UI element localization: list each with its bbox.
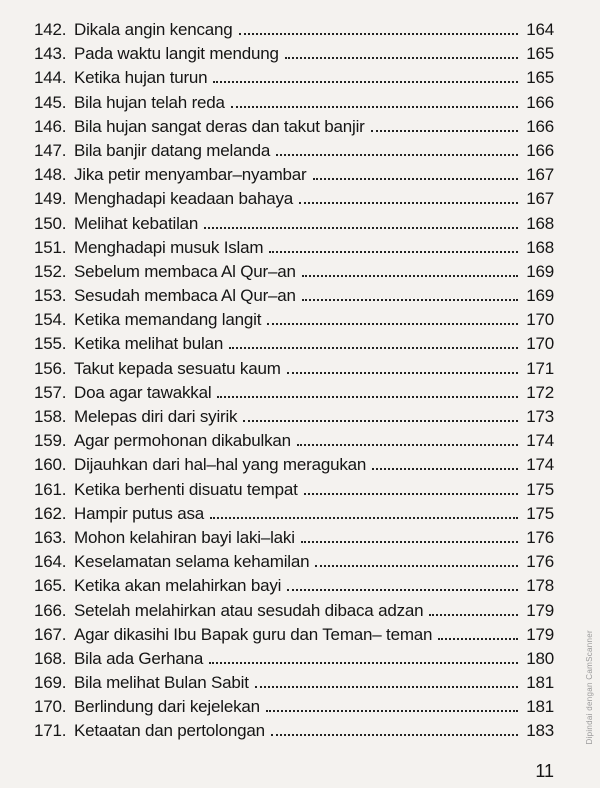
entry-page: 168 bbox=[526, 237, 554, 257]
entry-title: Ketaatan dan pertolongan bbox=[74, 721, 265, 741]
entry-page: 164 bbox=[526, 20, 554, 39]
entry-page: 183 bbox=[526, 721, 554, 741]
entry-number: 150. bbox=[34, 213, 67, 233]
dot-leader bbox=[302, 275, 518, 277]
toc-entry bbox=[34, 139, 554, 163]
entry-title: Ketika hujan turun bbox=[74, 68, 208, 88]
entry-number: 167. bbox=[34, 624, 67, 644]
toc-entry bbox=[34, 187, 554, 211]
entry-title: Ketika berhenti disuatu tempat bbox=[74, 479, 298, 499]
entry-number: 163. bbox=[34, 527, 67, 547]
entry-page: 179 bbox=[526, 624, 554, 644]
entry-title: Sebelum membaca Al Qur–an bbox=[74, 261, 296, 281]
entry-number: 155. bbox=[34, 334, 67, 354]
entry-number: 158. bbox=[34, 407, 67, 426]
toc-entry bbox=[34, 574, 554, 598]
entry-title: Takut kepada sesuatu kaum bbox=[74, 358, 281, 378]
entry-page: 181 bbox=[526, 697, 554, 717]
toc-entry bbox=[34, 308, 554, 332]
entry-title: Ketika akan melahirkan bayi bbox=[74, 576, 282, 596]
dot-leader bbox=[429, 614, 518, 616]
entry-number: 165. bbox=[34, 576, 67, 596]
toc-entry bbox=[34, 526, 554, 550]
toc-entry bbox=[34, 115, 554, 139]
entry-title: Setelah melahirkan atau sesudah dibaca adzan bbox=[74, 600, 424, 620]
entry-number: 144. bbox=[34, 68, 67, 88]
entry-title: Agar permohonan dikabulkan bbox=[74, 431, 291, 451]
entry-number: 151. bbox=[34, 237, 67, 257]
entry-page: 179 bbox=[526, 600, 554, 620]
toc-entry bbox=[34, 502, 554, 526]
entry-page: 176 bbox=[526, 527, 554, 547]
entry-page: 172 bbox=[526, 382, 554, 402]
entry-number: 153. bbox=[34, 286, 67, 306]
toc-entry bbox=[34, 381, 554, 405]
scanner-watermark: Dipindai dengan CamScanner bbox=[585, 630, 594, 745]
toc-entry bbox=[34, 550, 554, 574]
dot-leader bbox=[231, 106, 518, 108]
entry-number: 170. bbox=[34, 697, 67, 717]
entry-number: 159. bbox=[34, 431, 67, 451]
entry-page: 167 bbox=[526, 165, 554, 185]
table-of-contents bbox=[34, 18, 554, 744]
entry-page: 169 bbox=[526, 286, 554, 306]
entry-title: Dikala angin kencang bbox=[74, 20, 233, 39]
entry-title: Bila hujan sangat deras dan takut banjir bbox=[74, 116, 365, 136]
toc-entry bbox=[34, 429, 554, 453]
toc-entry bbox=[34, 357, 554, 381]
dot-leader bbox=[304, 493, 518, 495]
dot-leader bbox=[302, 299, 518, 301]
entry-page: 166 bbox=[526, 140, 554, 160]
entry-page: 176 bbox=[526, 552, 554, 572]
entry-page: 166 bbox=[526, 116, 554, 136]
entry-number: 166. bbox=[34, 600, 67, 620]
dot-leader bbox=[285, 57, 518, 59]
entry-title: Keselamatan selama kehamilan bbox=[74, 552, 310, 572]
entry-number: 168. bbox=[34, 648, 67, 668]
entry-page: 170 bbox=[526, 310, 554, 330]
entry-title: Sesudah membaca Al Qur–an bbox=[74, 286, 296, 306]
entry-page: 166 bbox=[526, 92, 554, 112]
toc-entry bbox=[34, 695, 554, 719]
entry-number: 156. bbox=[34, 358, 67, 378]
dot-leader bbox=[313, 178, 519, 180]
entry-title: Melepas diri dari syirik bbox=[74, 407, 238, 426]
dot-leader bbox=[210, 517, 518, 519]
entry-page: 175 bbox=[526, 503, 554, 523]
entry-title: Dijauhkan dari hal–hal yang meragukan bbox=[74, 455, 367, 475]
page-number: 11 bbox=[535, 761, 554, 781]
dot-leader bbox=[269, 251, 518, 253]
entry-number: 143. bbox=[34, 44, 67, 64]
entry-page: 165 bbox=[526, 68, 554, 88]
dot-leader bbox=[266, 710, 518, 712]
toc-entry bbox=[34, 647, 554, 671]
dot-leader bbox=[239, 33, 518, 35]
entry-page: 173 bbox=[526, 407, 554, 426]
entry-number: 162. bbox=[34, 503, 67, 523]
entry-title: Ketika memandang langit bbox=[74, 310, 262, 330]
dot-leader bbox=[299, 202, 518, 204]
entry-page: 175 bbox=[526, 479, 554, 499]
toc-entry bbox=[34, 405, 554, 429]
dot-leader bbox=[297, 444, 518, 446]
dot-leader bbox=[213, 81, 518, 83]
dot-leader bbox=[287, 372, 518, 374]
entry-title: Berlindung dari kejelekan bbox=[74, 697, 260, 717]
dot-leader bbox=[229, 347, 518, 349]
entry-number: 146. bbox=[34, 116, 67, 136]
entry-page: 171 bbox=[526, 358, 554, 378]
entry-title: Agar dikasihi Ibu Bapak guru dan Teman– teman bbox=[74, 624, 433, 644]
entry-page: 167 bbox=[526, 189, 554, 209]
entry-number: 157. bbox=[34, 382, 67, 402]
entry-page: 174 bbox=[526, 455, 554, 475]
entry-number: 142. bbox=[34, 20, 67, 39]
toc-entry bbox=[34, 623, 554, 647]
entry-page: 174 bbox=[526, 431, 554, 451]
dot-leader bbox=[276, 154, 518, 156]
dot-leader bbox=[217, 396, 518, 398]
entry-title: Bila ada Gerhana bbox=[74, 648, 204, 668]
entry-title: Menghadapi musuk Islam bbox=[74, 237, 264, 257]
dot-leader bbox=[301, 541, 518, 543]
dot-leader bbox=[243, 420, 518, 422]
entry-title: Melihat kebatilan bbox=[74, 213, 199, 233]
dot-leader bbox=[271, 734, 518, 736]
entry-title: Bila banjir datang melanda bbox=[74, 140, 271, 160]
entry-number: 171. bbox=[34, 721, 67, 741]
entry-page: 178 bbox=[526, 576, 554, 596]
entry-number: 161. bbox=[34, 479, 67, 499]
dot-leader bbox=[438, 638, 518, 640]
entry-number: 169. bbox=[34, 673, 67, 693]
toc-entry bbox=[34, 236, 554, 260]
entry-page: 180 bbox=[526, 648, 554, 668]
entry-title: Bila melihat Bulan Sabit bbox=[74, 673, 249, 693]
toc-entry bbox=[34, 163, 554, 187]
toc-entry bbox=[34, 599, 554, 623]
entry-title: Pada waktu langit mendung bbox=[74, 44, 279, 64]
toc-entry bbox=[34, 719, 554, 743]
toc-entry bbox=[34, 671, 554, 695]
dot-leader bbox=[204, 227, 518, 229]
entry-number: 149. bbox=[34, 189, 67, 209]
entry-page: 181 bbox=[526, 673, 554, 693]
toc-entry bbox=[34, 212, 554, 236]
entry-number: 152. bbox=[34, 261, 67, 281]
entry-page: 165 bbox=[526, 44, 554, 64]
entry-page: 170 bbox=[526, 334, 554, 354]
entry-page: 169 bbox=[526, 261, 554, 281]
entry-title: Hampir putus asa bbox=[74, 503, 205, 523]
toc-entry bbox=[34, 18, 554, 42]
dot-leader bbox=[371, 130, 518, 132]
toc-entry bbox=[34, 453, 554, 477]
toc-entry bbox=[34, 42, 554, 66]
entry-title: Doa agar tawakkal bbox=[74, 382, 212, 402]
entry-number: 145. bbox=[34, 92, 67, 112]
dot-leader bbox=[255, 686, 518, 688]
entry-title: Menghadapi keadaan bahaya bbox=[74, 189, 294, 209]
dot-leader bbox=[315, 565, 518, 567]
entry-number: 154. bbox=[34, 310, 67, 330]
toc-entry bbox=[34, 332, 554, 356]
entry-number: 160. bbox=[34, 455, 67, 475]
dot-leader bbox=[372, 468, 518, 470]
entry-number: 148. bbox=[34, 165, 67, 185]
entry-title: Jika petir menyambar–nyambar bbox=[74, 165, 307, 185]
dot-leader bbox=[209, 662, 518, 664]
entry-number: 147. bbox=[34, 140, 67, 160]
dot-leader bbox=[267, 323, 518, 325]
entry-title: Ketika melihat bulan bbox=[74, 334, 224, 354]
toc-entry bbox=[34, 91, 554, 115]
entry-title: Bila hujan telah reda bbox=[74, 92, 225, 112]
toc-entry bbox=[34, 260, 554, 284]
toc-entry bbox=[34, 66, 554, 90]
dot-leader bbox=[287, 589, 518, 591]
entry-number: 164. bbox=[34, 552, 67, 572]
entry-page: 168 bbox=[526, 213, 554, 233]
toc-entry bbox=[34, 478, 554, 502]
entry-title: Mohon kelahiran bayi laki–laki bbox=[74, 527, 295, 547]
toc-entry bbox=[34, 284, 554, 308]
